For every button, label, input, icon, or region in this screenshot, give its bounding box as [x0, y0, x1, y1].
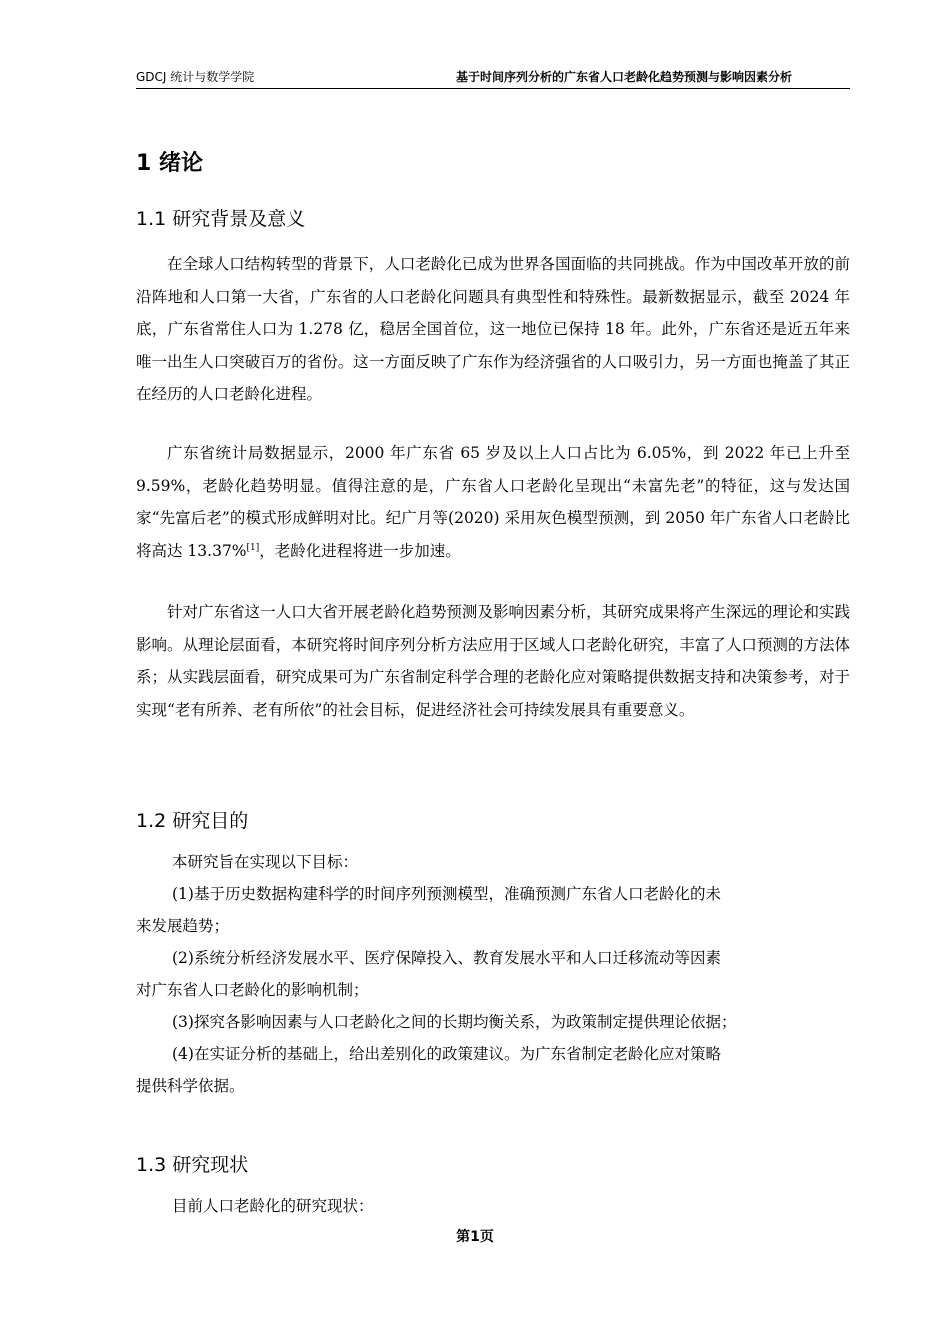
paragraph-text: ，老龄化进程将进一步加速。 — [259, 541, 461, 560]
goal-3-line-1: (3)探究各影响因素与人口老龄化之间的长期均衡关系，为政策制定提供理论依据； — [172, 1013, 737, 1031]
goal-4-line-2: 提供科学依据。 — [136, 1077, 245, 1095]
section-heading-1-3 — [136, 1150, 248, 1177]
status-intro: 目前人口老龄化的研究现状： — [172, 1197, 374, 1215]
header-institution: GDCJ 统计与数学学院 — [136, 70, 255, 84]
section-heading-1-2 — [136, 806, 248, 833]
paragraph-background-1: 在全球人口结构转型的背景下，人口老龄化已成为世界各国面临的共同挑战。作为中国改革开放的前沿阵地和人口第一大省，广东省的人口老龄化问题具有典型性和特殊性。最新数据显示，截至 2024 年底，广东省常住人口为 1.278 亿，稳居全国首位，这一地位已保持 18 年。此外，广东省还是近五年来唯一出生人口突破百万的省份。这一方面反映了广东作为经济强省的人口吸引力，另一方面也掩盖了其正在经历的人口老龄化进程。 — [136, 255, 850, 403]
page-number: 第1页 — [456, 1229, 494, 1245]
header-paper-title: 基于时间序列分析的广东省人口老龄化趋势预测与影响因素分析 — [455, 70, 792, 84]
goal-2-line-1: (2)系统分析经济发展水平、医疗保障投入、教育发展水平和人口迁移流动等因素 — [172, 949, 721, 967]
section-title: 研究背景及意义 — [172, 208, 306, 230]
running-header — [136, 68, 850, 89]
section-title: 研究现状 — [172, 1154, 249, 1176]
chapter-heading: 1 绪论 — [136, 151, 203, 176]
section-title: 研究目的 — [172, 810, 249, 832]
section-heading-1-1 — [136, 204, 305, 231]
section-number: 1.2 — [136, 810, 167, 832]
section-number: 1.1 — [136, 208, 167, 230]
paragraph-text: 广东省统计局数据显示，2000 年广东省 65 岁及以上人口占比为 6.05%，到 2022 年已上升至 9.59%，老龄化趋势明显。值得注意的是，广东省人口老龄化呈现出“未富先老”的特征，这与发达国家“先富后老”的模式形成鲜明对比。纪广月等(2020) 采用灰色模型预测，到 2050 年广东省人口老龄比将高达 13.37% — [136, 444, 850, 560]
section-number: 1.3 — [136, 1154, 167, 1176]
goal-1-line-1: (1)基于历史数据构建科学的时间序列预测模型，准确预测广东省人口老龄化的未 — [172, 885, 721, 903]
goals-intro: 本研究旨在实现以下目标： — [172, 853, 359, 871]
goal-2-line-2: 对广东省人口老龄化的影响机制； — [136, 981, 369, 999]
paragraph-background-2 — [136, 437, 850, 567]
paragraph-significance: 针对广东省这一人口大省开展老龄化趋势预测及影响因素分析，其研究成果将产生深远的理论和实践影响。从理论层面看，本研究将时间序列分析方法应用于区域人口老龄化研究，丰富了人口预测的方法体系；从实践层面看，研究成果可为广东省制定科学合理的老龄化应对策略提供数据支持和决策参考，对于实现“老有所养、老有所依”的社会目标，促进经济社会可持续发展具有重要意义。 — [136, 603, 850, 719]
goal-4-line-1: (4)在实证分析的基础上，给出差别化的政策建议。为广东省制定老龄化应对策略 — [172, 1045, 721, 1063]
goal-1-line-2: 来发展趋势； — [136, 917, 230, 935]
citation-ref: [1] — [246, 542, 260, 553]
